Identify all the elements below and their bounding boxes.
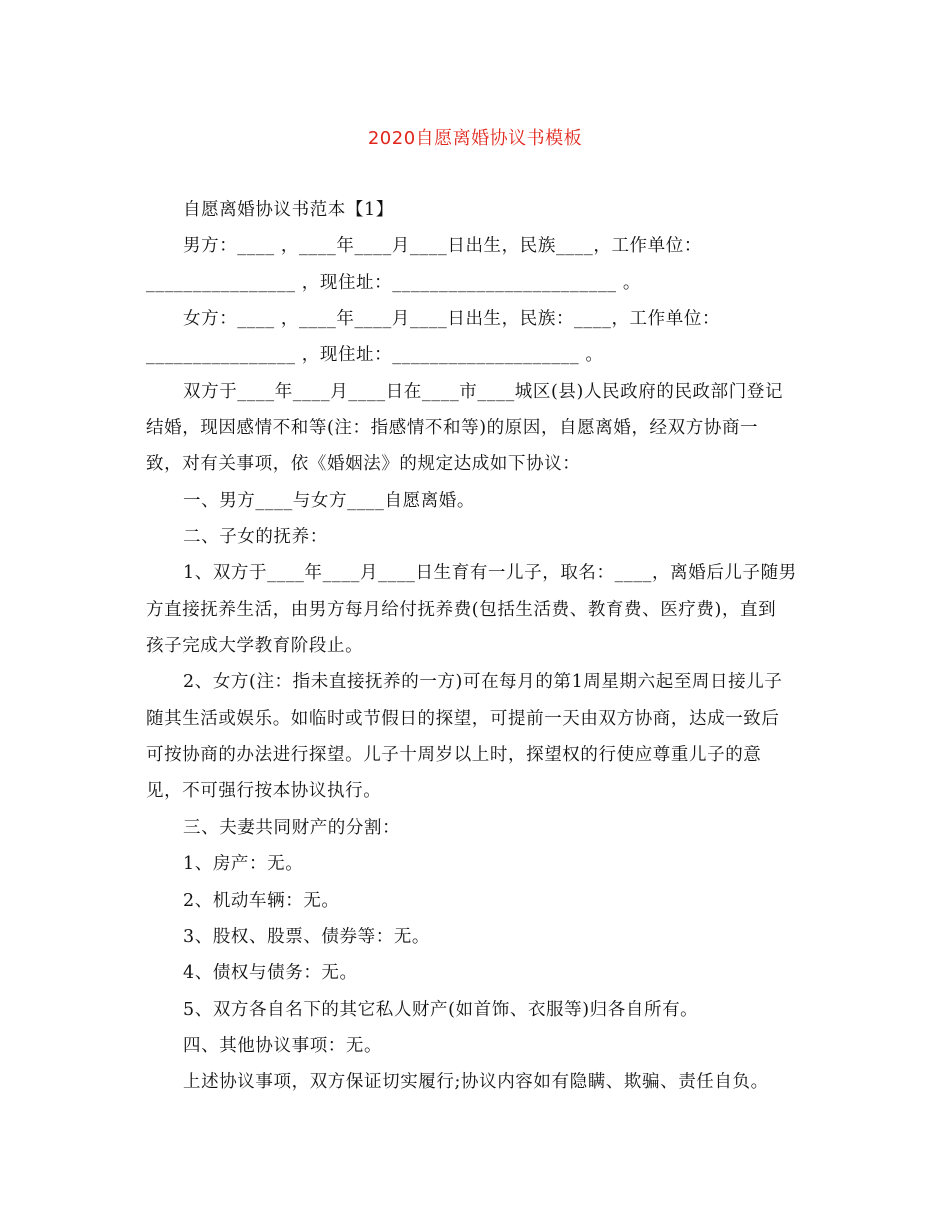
child-clause-1-line-1: 1、双方于____年____月____日生育有一儿子，取名：____，离婚后儿子随男	[183, 563, 797, 583]
clause-1: 一、男方____与女方____自愿离婚。	[183, 491, 475, 511]
female-party-line-2: ________________ ，现住址：____________________ 。	[146, 345, 604, 365]
closing-statement: 上述协议事项，双方保证切实履行;协议内容如有隐瞒、欺骗、责任自负。	[183, 1072, 769, 1092]
clause-2-heading: 二、子女的抚养：	[183, 527, 328, 547]
child-clause-2-line-2: 随其生活或娱乐。如临时或节假日的探望，可提前一天由双方协商，达成一致后	[146, 709, 780, 729]
property-item-4: 4、债权与债务：无。	[183, 963, 358, 983]
clause-4: 四、其他协议事项：无。	[183, 1036, 383, 1056]
section-heading: 自愿离婚协议书范本【1】	[183, 200, 394, 220]
male-party-line-1: 男方：____ ，____年____月____日出生，民族____，工作单位：	[183, 236, 702, 256]
property-item-3: 3、股权、股票、债券等：无。	[183, 927, 431, 947]
child-clause-1-line-2: 方直接抚养生活，由男方每月给付抚养费(包括生活费、教育费、医疗费)，直到	[146, 600, 777, 620]
property-item-1: 1、房产：无。	[183, 854, 304, 874]
intro-line-2: 结婚，现因感情不和等(注：指感情不和等)的原因，自愿离婚，经双方协商一	[146, 418, 759, 438]
female-party-line-1: 女方：____ ，____年____月____日出生，民族：____，工作单位：	[183, 309, 721, 329]
child-clause-1-line-3: 孩子完成大学教育阶段止。	[146, 636, 364, 656]
intro-line-1: 双方于____年____月____日在____市____城区(县)人民政府的民政部门登记	[183, 382, 784, 402]
child-clause-2-line-1: 2、女方(注：指未直接抚养的一方)可在每月的第1周星期六起至周日接儿子	[183, 672, 783, 692]
intro-line-3: 致，对有关事项，依《婚姻法》的规定达成如下协议：	[146, 454, 581, 474]
clause-3-heading: 三、夫妻共同财产的分割：	[183, 818, 401, 838]
child-clause-2-line-3: 可按协商的办法进行探望。儿子十周岁以上时，探望权的行使应尊重儿子的意	[146, 745, 762, 765]
child-clause-2-line-4: 见，不可强行按本协议执行。	[146, 781, 382, 801]
document-title: 2020自愿离婚协议书模板	[367, 128, 583, 149]
property-item-2: 2、机动车辆：无。	[183, 891, 340, 911]
male-party-line-2: ________________ ，现住址：________________________ 。	[146, 273, 641, 293]
property-item-5: 5、双方各自名下的其它私人财产(如首饰、衣服等)归各自所有。	[183, 1000, 699, 1020]
